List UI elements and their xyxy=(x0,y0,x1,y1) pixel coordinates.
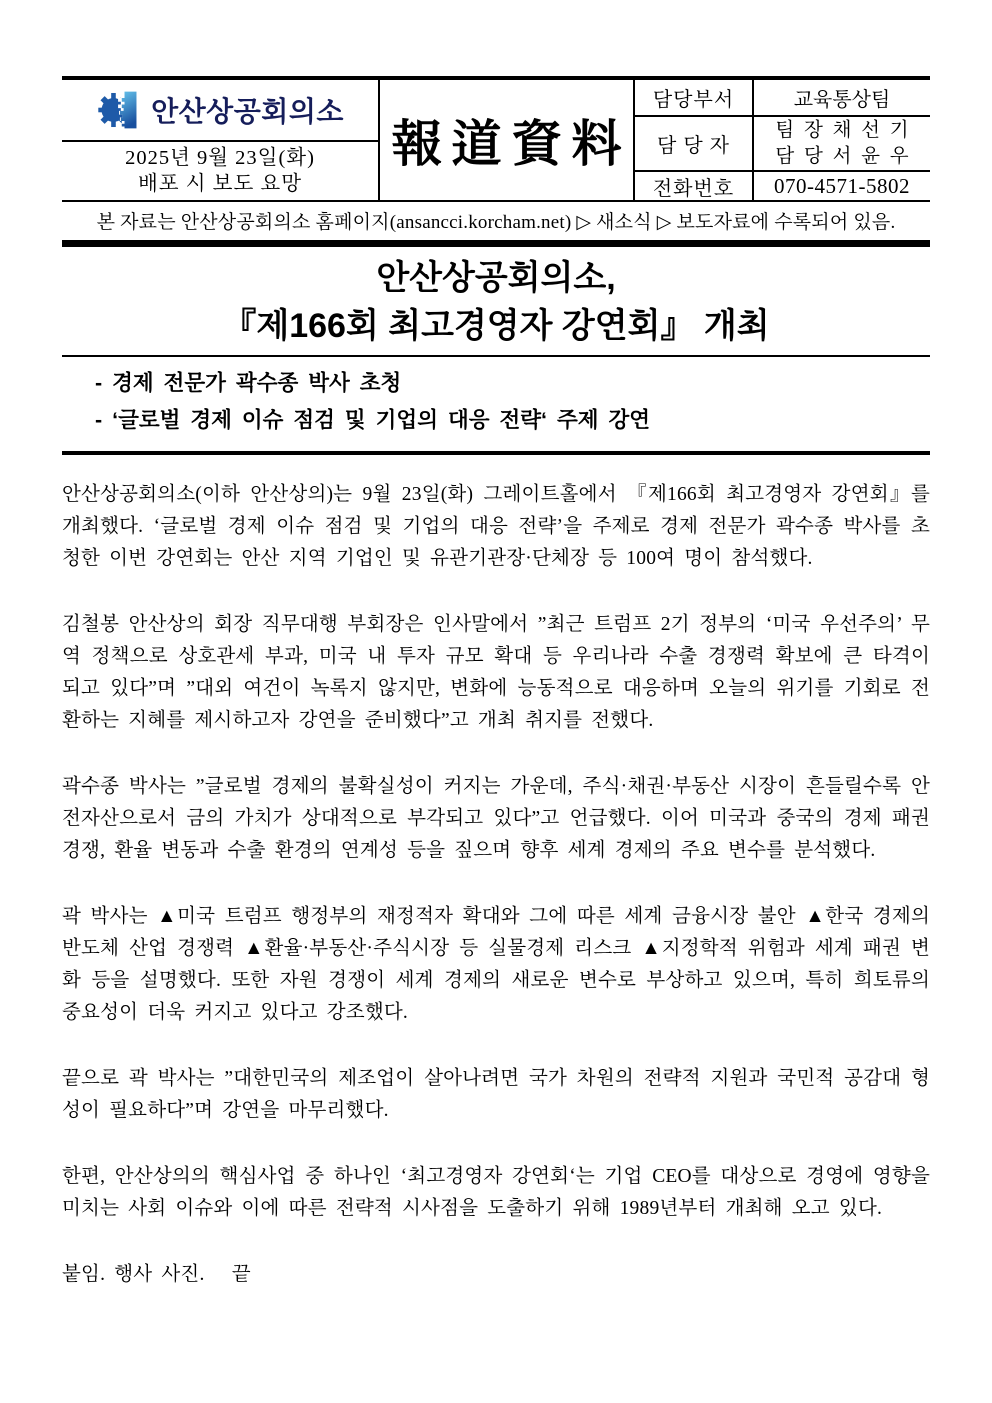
body-paragraph: 끝으로 곽 박사는 ”대한민국의 제조업이 살아나려면 국가 차원의 전략적 지원과 국민적 공감대 형성이 필요하다”며 강연을 마무리했다. xyxy=(62,1068,930,1121)
org-name: 안산상공회의소 xyxy=(151,96,344,127)
headline-line2: 『제166회 최고경영자 강연회』 개최 xyxy=(222,307,770,345)
attachment-note: 붙임. 행사 사진. 끝 xyxy=(62,1264,251,1285)
org-logo xyxy=(62,80,378,142)
person-value-line2: 담 당 서 윤 우 xyxy=(775,145,909,167)
body-paragraph: 안산상공회의소(이하 안산상의)는 9월 23일(화) 그레이트홀에서 『제166회 최고경영자 강연회』를 개최했다. ‘글로벌 경제 이슈 점검 및 기업의 대응 전략’을 주제로 경제 전문가 곽수종 박사를 초청한 이번 강연회는 안산 지역 기업인 및 유관기관장·단체장 등 100여 명이 참석했다. xyxy=(62,484,930,569)
body-paragraph: 곽수종 박사는 ”글로벌 경제의 불확실성이 커지는 가운데, 주식·채권·부동산 시장이 흔들릴수록 안전자산으로서 금의 가치가 상대적으로 부각되고 있다”고 언급했다. 이어 미국과 중국의 경제 패권 경쟁, 환율 변동과 수출 환경의 연계성 등을 짚으며 향후 세계 경제의 주요 변수를 분석했다. xyxy=(62,776,930,861)
person-label: 담 당 자 xyxy=(635,117,754,172)
dept-label: 담당부서 xyxy=(635,80,754,117)
release-note: 배포 시 보도 요망 xyxy=(138,173,302,195)
release-date-line1: 2025년 9월 23일(화) xyxy=(125,147,315,169)
person-value xyxy=(754,117,930,172)
dept-value: 교육통상팀 xyxy=(754,80,930,117)
subpoint-list xyxy=(62,355,930,455)
headline-line1: 안산상공회의소, xyxy=(376,259,616,297)
header-left-cell xyxy=(62,80,378,200)
gear-icon xyxy=(96,87,142,133)
body-paragraph: 곽 박사는 ▲미국 트럼프 행정부의 재정적자 확대와 그에 따른 세계 금융시장 불안 ▲한국 경제의 반도체 산업 경쟁력 ▲환율·부동산·주식시장 등 실물경제 리스크 ▲지정학적 위험과 세계 패권 변화 등을 설명했다. 또한 자원 경쟁이 세계 경제의 새로운 변수로 부상하고 있으며, 특히 희토류의 중요성이 더욱 커지고 있다고 강조했다. xyxy=(62,906,930,1023)
body-paragraph: 김철봉 안산상의 회장 직무대행 부회장은 인사말에서 ”최근 트럼프 2기 정부의 ‘미국 우선주의’ 무역 정책으로 상호관세 부과, 미국 내 투자 규모 확대 등 우리나라 수출 경쟁력 확보에 큰 타격이 되고 있다”며 ”대외 여건이 녹록지 않지만, 변화에 능동적으로 대응하며 오늘의 위기를 기회로 전환하는 지혜를 제시하고자 강연을 준비했다”고 개최 취지를 전했다. xyxy=(62,614,930,731)
headline xyxy=(62,247,930,355)
person-value-line1: 팀 장 채 선 기 xyxy=(775,119,909,141)
article-body xyxy=(62,479,930,1291)
homepage-notice: 본 자료는 안산상공회의소 홈페이지(ansancci.korcham.net) ▷ 새소식 ▷ 보도자료에 수록되어 있음. xyxy=(62,202,930,247)
release-date xyxy=(62,142,378,200)
contact-table xyxy=(635,80,930,200)
phone-value: 070-4571-5802 xyxy=(774,174,910,198)
subpoint-item: - ‘글로벌 경제 이슈 점검 및 기업의 대응 전략‘ 주제 강연 xyxy=(95,408,650,432)
body-paragraph: 한편, 안산상의의 핵심사업 중 하나인 ‘최고경영자 강연회‘는 기업 CEO를 대상으로 경영에 영향을 미치는 사회 이슈와 이에 따른 전략적 시사점을 도출하기 위해 1989년부터 개최해 오고 있다. xyxy=(62,1166,930,1219)
doc-type-title: 報道資料 xyxy=(378,80,635,200)
subpoint-item: - 경제 전문가 곽수종 박사 초청 xyxy=(95,371,402,395)
phone-label: 전화번호 xyxy=(635,172,754,201)
press-header xyxy=(62,76,930,202)
